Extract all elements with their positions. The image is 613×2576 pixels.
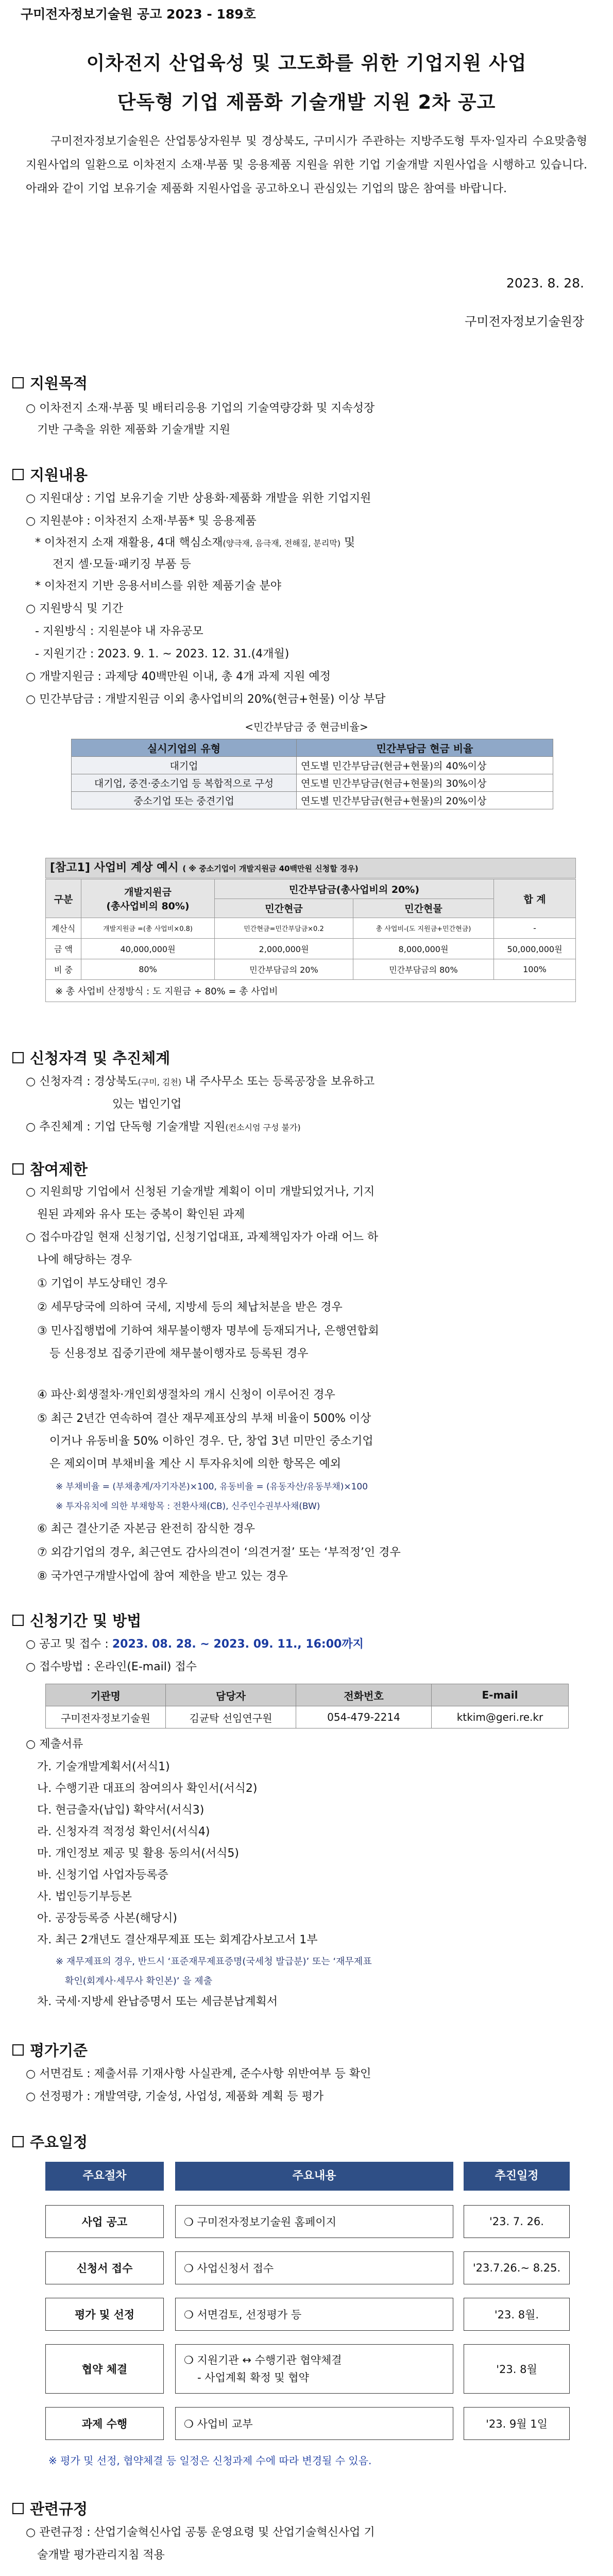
notice-date: 2023. 8. 28. xyxy=(506,276,584,291)
table-row xyxy=(72,757,553,774)
table2-cell: 비 중 xyxy=(46,959,81,980)
restrict-line: 은 제외이며 부채비율 계산 시 투자유치에 의한 항목은 예외 xyxy=(49,1458,341,1470)
section-checkbox-icon xyxy=(12,1052,24,1063)
restrict-note: ※ 투자유치에 의한 부채항목 : 전환사채(CB), 신주인수권부사채(BW) xyxy=(56,1501,320,1512)
eligibility-text: ○ 신청자격 : 경상북도 xyxy=(26,1075,138,1088)
section-eligibility-title xyxy=(12,1047,170,1068)
eval-line: ○ 선정평가 : 개발역량, 기술성, 사업성, 제품화 계획 등 평가 xyxy=(26,2090,324,2103)
table2-cell: 민간부담금의 80% xyxy=(353,959,494,980)
content-fund: ○ 개발지원금 : 과제당 40백만원 이내, 총 4개 과제 지원 예정 xyxy=(26,670,331,683)
restrict-note: ※ 부채비율 = (부채총계/자기자본)×100, 유동비율 = (유동자산/유동부채)×100 xyxy=(56,1482,368,1492)
table1-caption: <민간부담금 중 현금비율> xyxy=(245,721,368,733)
table2-cell: 8,000,000원 xyxy=(353,939,494,959)
schedule-date: '23. 7. 26. xyxy=(464,2205,570,2238)
schedule-desc xyxy=(175,2344,453,2394)
schedule-date: '23. 9월 1일 xyxy=(464,2407,570,2440)
docs-item: 나. 수행기관 대표의 참여의사 확인서(서식2) xyxy=(37,1782,258,1795)
section-content-title xyxy=(12,464,88,485)
table1-cell-ratio: 연도별 민간부담금(현금+현물)의 20%이상 xyxy=(297,792,553,809)
contact-org: 구미전자정보기술원 xyxy=(46,1706,166,1728)
eligibility-line1 xyxy=(26,1072,374,1093)
restrict-line: 등 신용정보 집중기관에 채무불이행자로 등록된 경우 xyxy=(49,1347,309,1360)
section-checkbox-icon xyxy=(12,2044,24,2056)
table1-cell-type: 대기업, 중견·중소기업 등 복합적으로 구성 xyxy=(72,774,297,792)
contact-person: 김균탁 선임연구원 xyxy=(166,1706,296,1728)
content-field-note1 xyxy=(35,533,355,554)
docs-item: 아. 공장등록증 사본(해당시) xyxy=(37,1912,177,1925)
section-checkbox-icon xyxy=(12,2503,24,2514)
section-checkbox-icon xyxy=(12,469,24,480)
apply-period-deadline: 2023. 08. 28. ~ 2023. 09. 11., 16:00까지 xyxy=(112,1638,364,1651)
content-method: ○ 지원방식 및 기간 xyxy=(26,602,123,615)
docs-title: ○ 제출서류 xyxy=(26,1738,83,1751)
docs-item: 다. 현금출자(납입) 확약서(서식3) xyxy=(37,1804,205,1817)
budget-example-title: [참고1] 사업비 계상 예시 xyxy=(50,861,179,874)
schedule-date: '23.7.26.~ 8.25. xyxy=(464,2251,570,2284)
docs-item: 바. 신청기업 사업자등록증 xyxy=(37,1869,168,1882)
contact-header: 전화번호 xyxy=(296,1684,432,1706)
section-goal-title xyxy=(12,372,88,393)
section-title-text: 지원목적 xyxy=(30,375,88,392)
table-row xyxy=(46,918,576,939)
section-schedule-title xyxy=(12,2131,88,2152)
private-cash-ratio-table xyxy=(71,739,553,809)
section-checkbox-icon xyxy=(12,377,24,388)
table1-cell-type: 중소기업 또는 중견기업 xyxy=(72,792,297,809)
notice-number: 구미전자정보기술원 공고 2023 - 189호 xyxy=(21,7,256,22)
content-field: ○ 지원분야 : 이차전지 소재·부품* 및 응용제품 xyxy=(26,515,257,528)
section-checkbox-icon xyxy=(12,1615,24,1626)
table1-header-ratio: 민간부담금 현금 비율 xyxy=(297,739,553,757)
docs-item: 마. 개인정보 제공 및 활용 동의서(서식5) xyxy=(37,1847,239,1860)
budget-example-subtitle: ( ※ 중소기업이 개발지원금 40백만원 신청할 경우) xyxy=(182,864,359,873)
table2-cell: 2,000,000원 xyxy=(215,939,353,959)
table2-cell: 40,000,000원 xyxy=(81,939,215,959)
schedule-date: '23. 8월 xyxy=(464,2344,570,2394)
table2-cell: - xyxy=(494,918,576,939)
eligibility-region: (구미, 김천) xyxy=(138,1077,182,1087)
content-field-note3: * 이차전지 기반 응용서비스를 위한 제품기술 분야 xyxy=(35,580,282,592)
restrict-line: ⑦ 외감기업의 경우, 최근연도 감사의견이 ‘의견거절’ 또는 ‘부적정’인 경우 xyxy=(37,1546,401,1559)
schedule-header-step: 주요절차 xyxy=(45,2162,164,2191)
section-title-text: 신청자격 및 추진체계 xyxy=(30,1049,171,1067)
section-checkbox-icon xyxy=(12,1163,24,1175)
restrict-line: 이거나 유동비율 50% 이하인 경우. 단, 창업 3년 미만인 중소기업 xyxy=(49,1435,373,1448)
field-note-and: 및 xyxy=(340,536,355,549)
eval-line: ○ 서면검토 : 제출서류 기재사항 사실관계, 준수사항 위반여부 등 확인 xyxy=(26,2067,371,2080)
contact-email[interactable]: ktkim@geri.re.kr xyxy=(432,1706,569,1728)
section-eval-title xyxy=(12,2039,88,2060)
schedule-desc: ❍ 서면검토, 선정평가 등 xyxy=(175,2298,453,2331)
goal-line1: ○ 이차전지 소재·부품 및 배터리응용 기업의 기술역량강화 및 지속성장 xyxy=(26,402,375,415)
schedule-step: 신청서 접수 xyxy=(45,2251,164,2284)
eligibility-text-rest: 내 주사무소 또는 등록공장을 보유하고 xyxy=(181,1075,375,1088)
table-row xyxy=(46,959,576,980)
field-note-text: * 이차전지 소재 재활용, 4대 핵심소재 xyxy=(35,536,223,549)
restrict-line: 원된 과제와 유사 또는 중복이 확인된 과제 xyxy=(37,1208,245,1221)
section-restrict-title xyxy=(12,1158,88,1179)
docs-item: 차. 국세·지방세 완납증명서 또는 세금분납계획서 xyxy=(37,1995,278,2008)
section-title-text: 평가기준 xyxy=(30,2042,88,2059)
contact-phone: 054-479-2214 xyxy=(296,1706,432,1728)
budget-example-header xyxy=(45,858,576,878)
rules-line: 술개발 평가관리지침 적용 xyxy=(37,2549,165,2562)
table2-cell: 민간현금=민간부담금×0.2 xyxy=(215,918,353,939)
schedule-step: 사업 공고 xyxy=(45,2205,164,2238)
section-title-text: 주요일정 xyxy=(30,2133,88,2151)
table2-header-dev-line1: 개발지원금 xyxy=(124,887,172,898)
table1-cell-ratio: 연도별 민간부담금(현금+현물)의 40%이상 xyxy=(297,757,553,774)
budget-example-table xyxy=(45,879,576,1002)
docs-note: 확인(회계사·세무사 확인본)’ 을 제출 xyxy=(65,1976,213,1987)
content-method-type: - 지원방식 : 지원분야 내 자유공모 xyxy=(35,625,203,638)
table-row xyxy=(72,792,553,809)
schedule-header-date: 추진일정 xyxy=(464,2162,570,2191)
contact-table xyxy=(45,1684,569,1728)
restrict-line: ① 기업이 부도상태인 경우 xyxy=(37,1277,168,1290)
docs-note: ※ 재무제표의 경우, 반드시 ‘표준재무제표증명(국세청 발급분)’ 또는 ‘재무제표 xyxy=(56,1956,372,1967)
goal-line2: 기반 구축을 위한 제품화 기술개발 지원 xyxy=(37,423,230,436)
section-checkbox-icon xyxy=(12,2136,24,2147)
table2-header-dev xyxy=(81,879,215,918)
table2-header-cash: 민간현금 xyxy=(215,899,353,918)
content-field-note2: 전지 셀·모듈·패키징 부품 등 xyxy=(53,558,191,571)
restrict-line: ○ 접수마감일 현재 신청기업, 신청기업대표, 과제책임자가 아래 어느 하 xyxy=(26,1231,379,1244)
table2-header-inkind: 민간현물 xyxy=(353,899,494,918)
restrict-line: ② 세무당국에 의하여 국세, 지방세 등의 체납처분을 받은 경우 xyxy=(37,1301,343,1314)
schedule-desc-line1: ❍ 지원기관 ↔ 수행기관 협약체결 xyxy=(184,2354,342,2366)
schedule-desc: ❍ 사업비 교부 xyxy=(175,2407,453,2440)
table2-cell: 개발지원금 =(총 사업비×0.8) xyxy=(81,918,215,939)
contact-header: E-mail xyxy=(432,1684,569,1706)
intro-text: 구미전자정보기술원은 산업통상자원부 및 경상북도, 구미시가 주관하는 지방주도형 투자·일자리 수요맞춤형 지원사업의 일환으로 이차전지 소재·부품 및 응용제품 지원을 위한 기업 기술개발 지원사업을 시행하고 있습니다. 아래와 같이 기업 보유기술 제품화 지원사업을 공고하오니 관심있는 기업의 많은 참여를 바랍니다. xyxy=(26,135,587,195)
docs-item: 자. 최근 2개년도 결산재무제표 또는 회계감사보고서 1부 xyxy=(37,1934,318,1946)
intro-paragraph xyxy=(26,130,587,201)
structure-note: (컨소시엄 구성 불가) xyxy=(225,1123,301,1132)
section-title-text: 신청기간 및 방법 xyxy=(30,1612,142,1630)
issuer-name: 구미전자정보기술원장 xyxy=(465,314,584,329)
restrict-line: 나에 해당하는 경우 xyxy=(37,1253,132,1266)
structure-text: ○ 추진체계 : 기업 단독형 기술개발 지원 xyxy=(26,1121,226,1133)
table-row xyxy=(46,939,576,959)
page-title-line1: 이차전지 산업육성 및 고도화를 위한 기업지원 사업 xyxy=(86,52,527,74)
page-title-line2: 단독형 기업 제품화 기술개발 지원 2차 공고 xyxy=(117,91,496,113)
table2-header-dev-line2: (총사업비의 80%) xyxy=(106,901,190,912)
schedule-note: ※ 평가 및 선정, 협약체결 등 일정은 신청과제 수에 따라 변경될 수 있음. xyxy=(48,2454,372,2467)
table2-cell: 금 액 xyxy=(46,939,81,959)
schedule-desc-line2: - 사업계획 확정 및 협약 xyxy=(197,2371,309,2384)
apply-method: ○ 접수방법 : 온라인(E-mail) 접수 xyxy=(26,1660,197,1673)
restrict-line: ⑥ 최근 결산기준 자본금 완전히 잠식한 경우 xyxy=(37,1522,255,1535)
apply-period xyxy=(26,1634,364,1655)
section-title-text: 관련규정 xyxy=(30,2500,88,2518)
contact-header: 기관명 xyxy=(46,1684,166,1706)
content-private-share: ○ 민간부담금 : 개발지원금 이외 총사업비의 20%(현금+현물) 이상 부담 xyxy=(26,693,386,706)
table2-cell: 계산식 xyxy=(46,918,81,939)
table-row xyxy=(46,1706,569,1728)
schedule-date: '23. 8월. xyxy=(464,2298,570,2331)
table2-cell: 80% xyxy=(81,959,215,980)
eligibility-line3 xyxy=(26,1117,301,1138)
rules-line: ○ 관련규정 : 산업기술혁신사업 공통 운영요령 및 산업기술혁신사업 기 xyxy=(26,2526,375,2539)
schedule-step: 협약 체결 xyxy=(45,2344,164,2394)
contact-header: 담당자 xyxy=(166,1684,296,1706)
table2-cell: 민간부담금의 20% xyxy=(215,959,353,980)
restrict-line: ⑧ 국가연구개발사업에 참여 제한을 받고 있는 경우 xyxy=(37,1570,288,1583)
table2-cell: 100% xyxy=(494,959,576,980)
table2-header-div: 구분 xyxy=(46,879,81,918)
restrict-line: ⑤ 최근 2년간 연속하여 결산 재무제표상의 부채 비율이 500% 이상 xyxy=(37,1412,371,1425)
schedule-step: 과제 수행 xyxy=(45,2407,164,2440)
table2-header-private: 민간부담금(총사업비의 20%) xyxy=(215,879,494,899)
section-rules-title xyxy=(12,2498,88,2519)
content-target: ○ 지원대상 : 기업 보유기술 기반 상용화·제품화 개발을 위한 기업지원 xyxy=(26,492,371,505)
restrict-line: ○ 지원희망 기업에서 신청된 기술개발 계획이 이미 개발되었거나, 기지 xyxy=(26,1185,375,1198)
apply-period-label: ○ 공고 및 접수 : xyxy=(26,1638,112,1651)
restrict-line: ③ 민사집행법에 기하여 채무불이행자 명부에 등재되거나, 은행연합회 xyxy=(37,1325,379,1337)
content-method-period: - 지원기간 : 2023. 9. 1. ~ 2023. 12. 31.(4개월) xyxy=(35,648,290,660)
section-title-text: 지원내용 xyxy=(30,466,88,484)
section-title-text: 참여제한 xyxy=(30,1161,88,1178)
eligibility-line2: 있는 법인기업 xyxy=(112,1098,182,1111)
restrict-line: ④ 파산·회생절차·개인회생절차의 개시 신청이 이루어진 경우 xyxy=(37,1388,335,1401)
docs-item: 라. 신청자격 적정성 확인서(서식4) xyxy=(37,1825,210,1838)
table2-cell: 총 사업비-(도 지원금+민간현금) xyxy=(353,918,494,939)
docs-item: 사. 법인등기부등본 xyxy=(37,1890,132,1903)
table1-header-type: 실시기업의 유형 xyxy=(72,739,297,757)
table-row xyxy=(72,774,553,792)
schedule-desc: ❍ 구미전자정보기술원 홈페이지 xyxy=(175,2205,453,2238)
docs-item: 가. 기술개발계획서(서식1) xyxy=(37,1760,170,1773)
table1-cell-ratio: 연도별 민간부담금(현금+현물)의 30%이상 xyxy=(297,774,553,792)
table2-cell: 50,000,000원 xyxy=(494,939,576,959)
table1-cell-type: 대기업 xyxy=(72,757,297,774)
table2-header-total: 합 계 xyxy=(494,879,576,918)
section-apply-title xyxy=(12,1609,141,1631)
schedule-header-desc: 주요내용 xyxy=(175,2162,453,2191)
table2-note: ※ 총 사업비 산정방식 : 도 지원금 ÷ 80% = 총 사업비 xyxy=(46,980,576,1002)
field-note-materials: (양극재, 음극재, 전해질, 분리막) xyxy=(223,538,340,548)
schedule-step: 평가 및 선정 xyxy=(45,2298,164,2331)
schedule-desc: ❍ 사업신청서 접수 xyxy=(175,2251,453,2284)
